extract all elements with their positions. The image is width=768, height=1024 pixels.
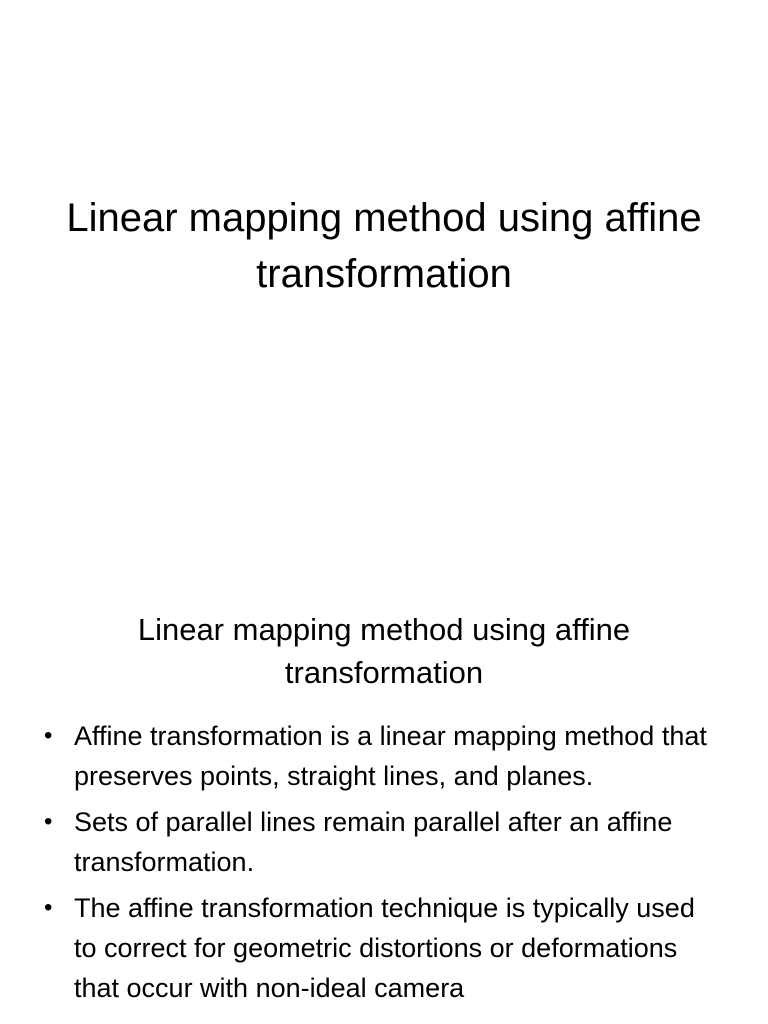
bullet-list (40, 716, 720, 1014)
bullet-item (40, 888, 720, 1008)
bullet-icon: • (44, 722, 53, 749)
bullet-icon: • (44, 894, 53, 921)
slide-title: Linear mapping method using affine transformation (66, 196, 702, 296)
bullet-icon: • (44, 808, 53, 835)
bullet-item (40, 802, 720, 882)
bullet-text: Sets of parallel lines remain parallel after an affine transformation. (74, 807, 673, 877)
content-slide (0, 576, 768, 1024)
bullet-text: The affine transformation technique is typically used to correct for geometric distortions or deformations that occur with non-ideal camera (74, 893, 695, 1003)
bullet-item (40, 716, 720, 796)
bullet-text: Affine transformation is a linear mapping method that preserves points, straight lines, and planes. (74, 721, 707, 791)
content-slide-title: Linear mapping method using affine transformation (137, 612, 631, 690)
